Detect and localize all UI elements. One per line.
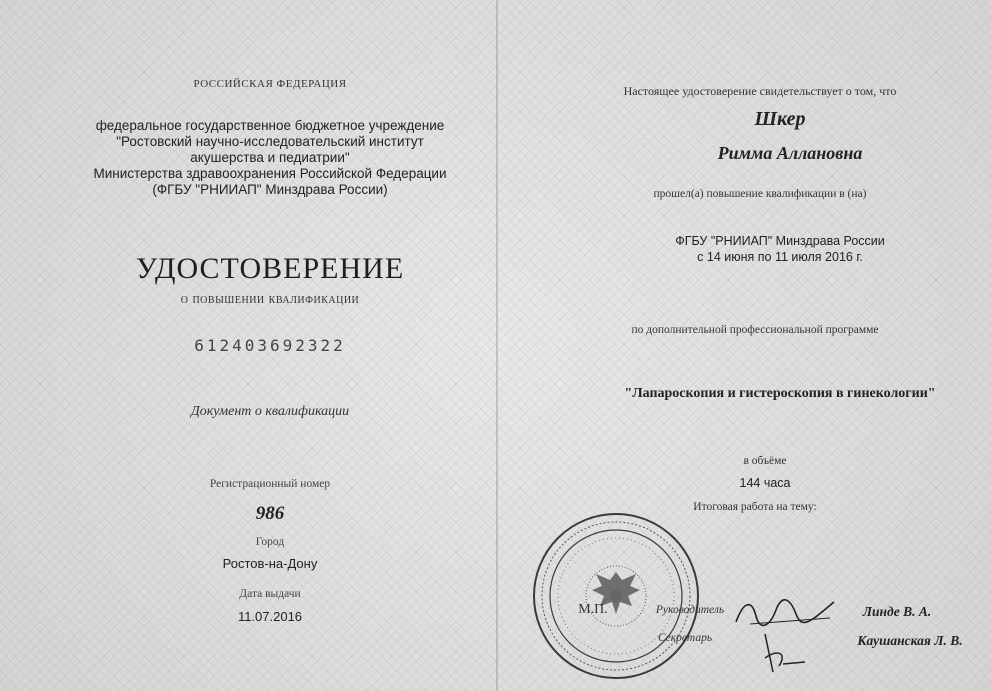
secretary-signature [755,628,815,678]
given-names: Римма Аллановна [717,143,863,163]
org-line-3: акушерства и педиатрии" [190,150,350,165]
org-line-1: федеральное государственное бюджетное учреждение [95,118,445,133]
study-period: с 14 июня по 11 июля 2016 г. [697,250,863,264]
program-label: по дополнительной профессиональной программе [631,324,879,336]
official-seal [530,510,702,682]
volume-value: 144 часа [739,476,791,490]
city-value: Ростов-на-Дону [222,556,318,571]
head-name: Линде В. А. [862,604,932,619]
country-header: РОССИЙСКАЯ ФЕДЕРАЦИЯ [193,78,347,90]
stamp-place-mark: М.П. [578,602,608,617]
issue-date-label: Дата выдачи [239,588,301,600]
city-label: Город [255,536,285,548]
institution: ФГБУ "РНИИАП" Минздрава России [675,234,885,248]
org-line-2: "Ростовский научно-исследовательский институт [116,134,424,149]
passed-text: прошел(а) повышение квалификации в (на) [653,188,867,200]
page-fold [496,0,498,691]
registration-label: Регистрационный номер [209,478,331,490]
final-work-label: Итоговая работа на тему: [693,501,817,513]
head-signature [730,592,840,632]
serial-number: 612403692322 [194,336,346,355]
org-line-4: Министерства здравоохранения Российской Федерации [93,166,447,181]
program-name: "Лапароскопия и гистероскопия в гинекологии" [624,386,936,401]
secretary-label: Секретарь [657,632,713,644]
secretary-name: Каушанская Л. В. [857,633,963,648]
volume-label: в объёме [743,455,787,467]
document-subtitle: о повышении квалификации [180,292,360,307]
registration-number: 986 [255,503,285,524]
document-title: УДОСТОВЕРЕНИЕ [135,252,405,285]
surname: Шкер [754,108,806,130]
org-line-5: (ФГБУ "РНИИАП" Минздрава России) [152,182,388,197]
certify-text: Настоящее удостоверение свидетельствует о том, что [623,84,897,98]
issue-date-value: 11.07.2016 [237,609,303,624]
document-type: Документ о квалификации [190,404,350,419]
head-label: Руководитель [655,604,725,616]
